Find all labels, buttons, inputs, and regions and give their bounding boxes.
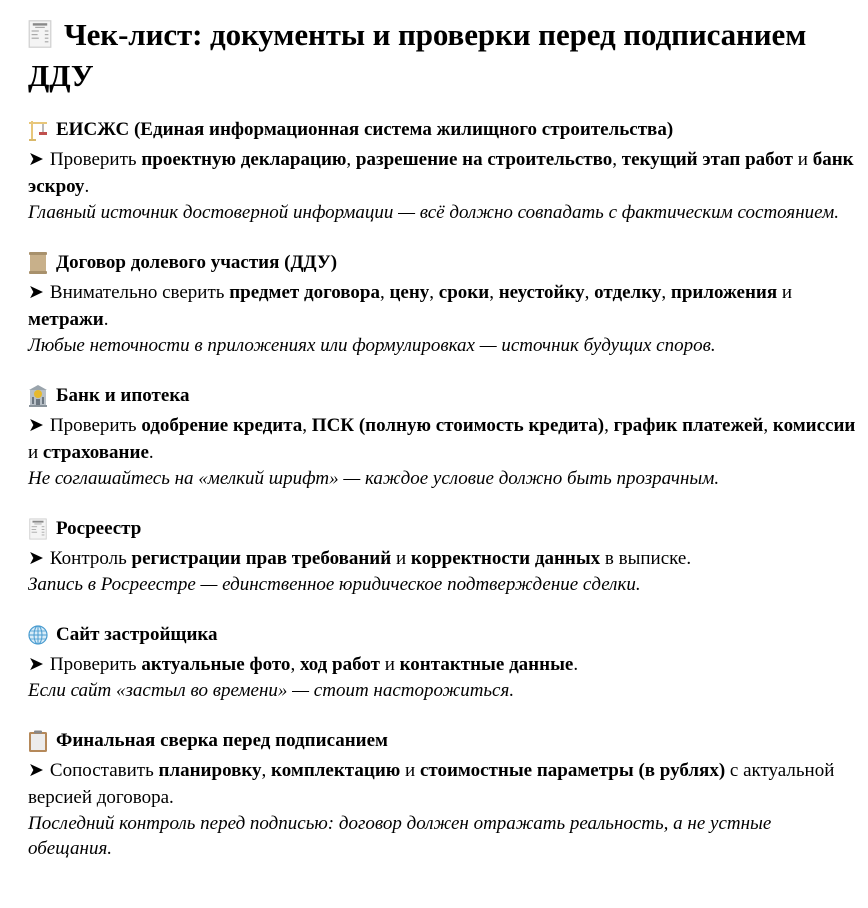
section-heading-text: Банк и ипотека [56,385,190,406]
key-term: ПСК (полную стоимость кредита) [311,415,605,436]
key-term: график платежей [613,415,764,436]
key-term: приложения [670,282,778,303]
action-text: Сопоставить [49,760,159,781]
page-title-text: Чек-лист: документы и проверки перед подписанием ДДУ [28,17,807,93]
action-text: . [103,309,109,330]
action-line [28,279,856,333]
arrow-bullet-icon: ➤ [28,282,44,303]
action-text: и [400,760,420,781]
receipt-icon [28,518,48,540]
action-text: , [379,282,390,303]
section-heading-text: ЕИСЖС (Единая информационная система жилищного строительства) [56,119,674,140]
key-term: комиссии [772,415,856,436]
arrow-bullet-icon: ➤ [28,654,44,675]
section-heading [28,621,856,649]
action-line [28,757,856,811]
key-term: сроки [438,282,490,303]
key-term: стоимостные параметры (в рублях) [419,760,726,781]
section-heading-text: Финальная сверка перед подписанием [56,730,388,751]
section-note: Не соглашайтесь на «мелкий шрифт» — каждое условие должно быть прозрачным. [28,468,720,489]
arrow-bullet-icon: ➤ [28,548,44,569]
action-text: и [793,149,813,170]
key-term: метражи [28,309,104,330]
checklist-section [28,116,856,225]
action-text: и [28,442,43,463]
action-text: , [612,149,622,170]
action-text: Внимательно сверить [49,282,230,303]
action-text: Проверить [49,415,142,436]
key-term: контактные данные [399,654,574,675]
action-text: , [302,415,312,436]
key-term: отделку [594,282,662,303]
action-text: , [763,415,773,436]
section-heading [28,727,856,755]
arrow-bullet-icon: ➤ [28,149,44,170]
action-line [28,412,856,466]
section-heading [28,249,856,277]
key-term: предмет договора [229,282,380,303]
key-term: планировку [158,760,262,781]
key-term: неустойку [498,282,585,303]
section-note: Главный источник достоверной информации — всё должно совпадать с фактическим состоянием. [28,202,840,223]
action-line [28,651,856,678]
arrow-bullet-icon: ➤ [28,760,44,781]
key-term: одобрение кредита [141,415,303,436]
key-term: банк эскроу [28,149,854,197]
scroll-icon [28,252,48,274]
action-text: . [573,654,579,675]
key-term: актуальные фото [141,654,291,675]
key-term: ход работ [299,654,380,675]
action-line [28,545,856,572]
key-term: проектную декларацию [141,149,347,170]
section-note: Любые неточности в приложениях или формулировках — источник будущих споров. [28,335,716,356]
action-text: и [391,548,411,569]
checklist-section [28,249,856,358]
key-term: корректности данных [410,548,601,569]
page-title [28,14,856,96]
section-heading [28,382,856,410]
action-text: , [604,415,614,436]
checklist-section [28,621,856,703]
action-text: , [290,654,300,675]
action-text: и [777,282,793,303]
action-text: , [584,282,595,303]
action-text: , [261,760,272,781]
section-heading-text: Сайт застройщика [56,624,218,645]
section-note: Последний контроль перед подписью: договор должен отражать реальность, а не устные обещания. [28,813,772,859]
clipboard-icon [28,730,48,752]
action-text: , [661,282,671,303]
action-text: и [379,654,400,675]
section-heading-text: Договор долевого участия (ДДУ) [56,252,338,273]
action-text: Проверить [49,149,142,170]
action-text: в выписке. [600,548,692,569]
checklist-section [28,382,856,491]
receipt-icon [28,18,52,48]
checklist-section [28,515,856,597]
action-text: Контроль [49,548,132,569]
globe-icon [28,624,48,646]
action-line [28,146,856,200]
checklist [28,116,856,861]
section-heading-text: Росреестр [56,518,142,539]
key-term: цену [389,282,430,303]
action-text: . [84,176,90,197]
key-term: разрешение на строительство [355,149,613,170]
section-heading [28,515,856,543]
bank-icon [28,385,48,407]
action-text: . [148,442,154,463]
section-heading [28,116,856,144]
action-text: , [429,282,439,303]
action-text: Проверить [49,654,142,675]
section-note: Запись в Росреестре — единственное юридическое подтверждение сделки. [28,574,641,595]
section-note: Если сайт «застыл во времени» — стоит насторожиться. [28,680,515,701]
action-text: , [489,282,499,303]
checklist-section [28,727,856,861]
construction-crane-icon [28,119,48,141]
key-term: текущий этап работ [621,149,794,170]
key-term: страхование [42,442,149,463]
arrow-bullet-icon: ➤ [28,415,44,436]
action-text: с актуальной версией договора. [28,760,835,808]
action-text: , [346,149,356,170]
key-term: регистрации прав требований [131,548,392,569]
key-term: комплектацию [271,760,401,781]
